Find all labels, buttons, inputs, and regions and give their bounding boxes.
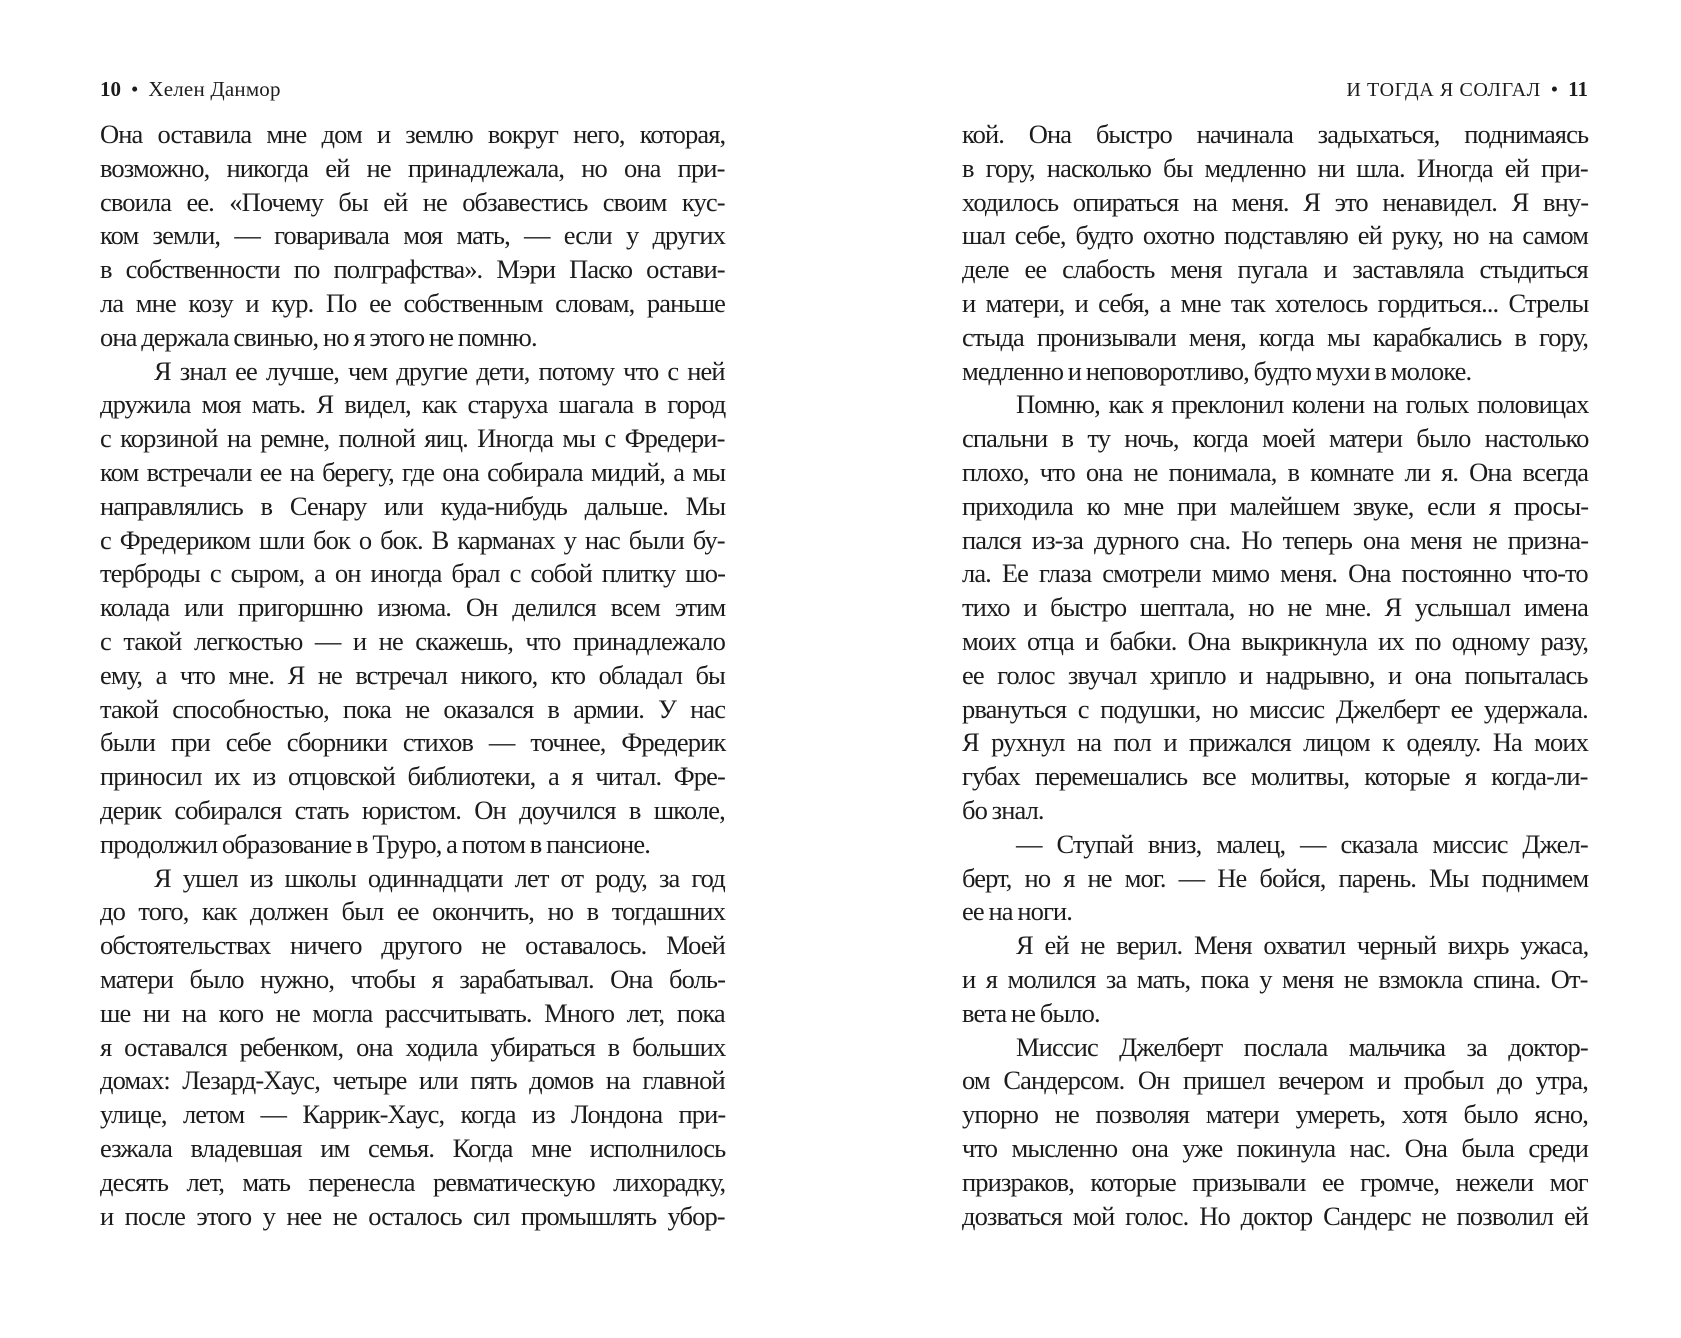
text-line	[962, 726, 1588, 760]
text-line	[100, 625, 725, 659]
text-line	[962, 118, 1588, 152]
line-text: бо знал.	[962, 794, 1044, 825]
text-line	[962, 253, 1588, 287]
line-text: ше ни на кого не могла рассчитывать. Много лет, пока	[100, 997, 725, 1028]
line-text: с корзиной на ремне, полной яиц. Иногда мы с Фредери-	[100, 423, 725, 454]
text-line	[962, 760, 1588, 794]
author-name: Хелен Данмор	[148, 77, 281, 101]
text-line	[100, 287, 725, 321]
line-text: — Ступай вниз, малец, — сказала миссис Джел-	[1016, 828, 1588, 859]
line-text: терброды с сыром, а он иногда брал с собой плитку шо-	[100, 558, 726, 589]
line-text: дозваться мой голос. Но доктор Сандерс не позволил ей	[962, 1200, 1589, 1231]
book-title: И ТОГДА Я СОЛГАЛ	[1346, 79, 1541, 101]
line-text: и матери, и себя, а мне так хотелось гордиться... Стрелы	[962, 287, 1589, 318]
text-line	[962, 490, 1588, 524]
text-line	[962, 1064, 1588, 1098]
paragraph-first-line	[100, 862, 725, 896]
line-text: Она оставила мне дом и землю вокруг него, которая,	[100, 119, 726, 149]
line-text: улице, летом — Каррик-Хаус, когда из Лондона при-	[100, 1099, 726, 1130]
paragraph-first-line	[962, 929, 1588, 963]
line-text: вета не было.	[962, 997, 1100, 1028]
line-text: домах: Лезард-Хаус, четыре или пять домов на главной	[100, 1065, 725, 1096]
line-text: шал себе, будто охотно подставляю ей руку, но на самом	[962, 220, 1589, 251]
line-text: и после этого у нее не осталось сил промышлять убор-	[100, 1200, 725, 1231]
line-text: ла. Ее глаза смотрели мимо меня. Она постоянно что-то	[962, 558, 1588, 589]
line-text: такой способностью, пока не оказался в армии. У нас	[100, 693, 726, 724]
paragraph-first-line	[100, 355, 725, 389]
line-text: матери было нужно, чтобы я зарабатывал. Она боль-	[100, 963, 726, 994]
paragraph-first-line	[962, 1031, 1588, 1065]
line-text: спальни в ту ночь, когда моей матери было настолько	[962, 423, 1589, 454]
text-line	[962, 1200, 1588, 1234]
page-number: 11	[1568, 77, 1588, 101]
text-line	[100, 253, 725, 287]
line-text: моих отца и бабки. Она выкрикнула их по одному разу,	[962, 625, 1589, 656]
line-text: плохо, что она не понимала, в комнате ли я. Она всегда	[962, 456, 1589, 487]
text-line	[962, 659, 1588, 693]
bullet-separator: •	[131, 77, 139, 101]
text-line	[100, 659, 725, 693]
line-text: были при себе сборники стихов — точнее, Фредерик	[100, 727, 726, 758]
text-line	[100, 929, 725, 963]
text-line	[100, 524, 725, 558]
text-line	[962, 219, 1588, 253]
bullet-separator: •	[1550, 77, 1559, 101]
text-line	[962, 321, 1588, 355]
text-line	[100, 760, 725, 794]
text-line	[100, 422, 725, 456]
line-text: возможно, никогда ей не принадлежала, но она при-	[100, 152, 725, 183]
text-line	[100, 895, 725, 929]
line-text: дерик собирался стать юристом. Он доучился в школе,	[100, 794, 725, 825]
line-text: деле ее слабость меня пугала и заставляла стыдиться	[962, 254, 1588, 285]
line-text: ему, а что мне. Я не встречал никого, кто обладал бы	[100, 659, 725, 690]
line-text: Миссис Джелберт послала мальчика за доктор-	[1016, 1031, 1588, 1062]
text-line	[962, 1166, 1588, 1200]
text-line	[962, 557, 1588, 591]
line-text: Я ей не верил. Меня охватил черный вихрь ужаса,	[1016, 930, 1589, 961]
text-line	[962, 1098, 1588, 1132]
text-line	[962, 186, 1588, 220]
text-line	[962, 355, 1588, 389]
text-line	[100, 490, 725, 524]
text-line	[100, 1166, 725, 1200]
line-text: рвануться с подушки, но миссис Джелберт ее удержала.	[962, 693, 1588, 724]
text-line	[962, 456, 1588, 490]
line-text: медленно и неповоротливо, будто мухи в молоке.	[962, 355, 1472, 386]
text-line	[100, 828, 725, 862]
text-column-right	[962, 118, 1588, 1233]
running-head-left	[100, 74, 281, 104]
text-line	[100, 557, 725, 591]
line-text: что мысленно она уже покинула нас. Она была среди	[962, 1132, 1588, 1163]
text-line	[100, 219, 725, 253]
line-text: стыда пронизывали меня, когда мы карабкались в гору,	[962, 321, 1589, 352]
line-text: Я знал ее лучше, чем другие дети, потому что с ней	[154, 355, 725, 386]
line-text: приходила ко мне при малейшем звуке, если я просы-	[962, 490, 1589, 521]
line-text: призраков, которые призывали ее громче, нежели мог	[962, 1166, 1588, 1197]
text-line	[962, 287, 1588, 321]
text-line	[962, 152, 1588, 186]
line-text: она держала свинью, но я этого не помню.	[100, 321, 537, 352]
line-text: десять лет, мать перенесла ревматическую лихорадку,	[100, 1166, 726, 1197]
running-head-right	[1346, 74, 1588, 104]
line-text: ее голос звучал хрипло и надрывно, и она попыталась	[962, 659, 1588, 690]
text-line	[100, 997, 725, 1031]
text-line	[962, 997, 1588, 1031]
text-line	[100, 118, 725, 152]
line-text: Помню, как я преклонил колени на голых половицах	[1016, 389, 1589, 420]
text-column-left	[100, 118, 725, 1233]
line-text: ее на ноги.	[962, 896, 1072, 927]
text-line	[962, 524, 1588, 558]
text-line	[100, 456, 725, 490]
line-text: я оставался ребенком, она ходила убираться в больших	[100, 1031, 726, 1062]
text-line	[100, 388, 725, 422]
line-text: берт, но я не мог. — Не бойся, парень. Мы поднимем	[962, 862, 1589, 893]
line-text: продолжил образование в Труро, а потом в пансионе.	[100, 828, 650, 859]
line-text: колада или пригоршню изюма. Он делился всем этим	[100, 592, 726, 623]
line-text: в гору, насколько бы медленно ни шла. Иногда ей при-	[962, 152, 1588, 183]
text-line	[100, 1098, 725, 1132]
text-line	[100, 693, 725, 727]
text-line	[100, 1200, 725, 1234]
text-line	[100, 1064, 725, 1098]
text-line	[962, 591, 1588, 625]
text-line	[100, 726, 725, 760]
line-text: приносил их из отцовской библиотеки, а я читал. Фре-	[100, 761, 725, 792]
page-number: 10	[100, 77, 121, 101]
text-line	[100, 186, 725, 220]
line-text: ком земли, — говаривала моя мать, — если у других	[100, 220, 725, 251]
text-line	[962, 862, 1588, 896]
text-line	[962, 794, 1588, 828]
left-page	[0, 0, 840, 1338]
line-text: тихо и быстро шептала, но не мне. Я услышал имена	[962, 592, 1588, 623]
line-text: кой. Она быстро начинала задыхаться, поднимаясь	[962, 119, 1589, 149]
line-text: Я рухнул на пол и прижался лицом к одеялу. На моих	[962, 727, 1589, 758]
line-text: с Фредериком шли бок о бок. В карманах у нас были бу-	[100, 524, 725, 555]
text-line	[100, 1031, 725, 1065]
text-line	[962, 1132, 1588, 1166]
line-text: с такой легкостью — и не скажешь, что принадлежало	[100, 625, 725, 656]
line-text: Я ушел из школы одиннадцати лет от роду, за год	[154, 862, 725, 893]
right-page	[840, 0, 1681, 1338]
line-text: до того, как должен был ее окончить, но в тогдашних	[100, 896, 725, 927]
line-text: обстоятельствах ничего другого не оставалось. Моей	[100, 930, 725, 961]
line-text: и я молился за мать, пока у меня не взмокла спина. От-	[962, 963, 1588, 994]
line-text: губах перемешались все молитвы, которые я когда-ли-	[962, 761, 1588, 792]
text-line	[962, 625, 1588, 659]
text-line	[100, 794, 725, 828]
text-line	[100, 963, 725, 997]
line-text: ходилось опираться на меня. Я это ненавидел. Я вну-	[962, 186, 1589, 217]
line-text: направлялись в Сенару или куда-нибудь дальше. Мы	[100, 490, 726, 521]
text-line	[962, 693, 1588, 727]
text-line	[100, 591, 725, 625]
text-line	[100, 321, 725, 355]
text-line	[100, 1132, 725, 1166]
line-text: дружила моя мать. Я видел, как старуха шагала в город	[100, 389, 726, 420]
line-text: ла мне козу и кур. По ее собственным словам, раньше	[100, 287, 725, 318]
line-text: в собственности по полграфства». Мэри Паско остави-	[100, 254, 725, 285]
text-line	[962, 963, 1588, 997]
line-text: упорно не позволяя матери умереть, хотя было ясно,	[962, 1099, 1588, 1130]
line-text: своила ее. «Почему бы ей не обзавестись своим кус-	[100, 186, 725, 217]
text-line	[100, 152, 725, 186]
paragraph-first-line	[962, 828, 1588, 862]
line-text: ком встречали ее на берегу, где она собирала мидий, а мы	[100, 456, 726, 487]
line-text: ом Сандерсом. Он пришел вечером и пробыл до утра,	[962, 1065, 1588, 1096]
text-line	[962, 422, 1588, 456]
line-text: езжала владевшая им семья. Когда мне исполнилось	[100, 1132, 726, 1163]
paragraph-first-line	[962, 388, 1588, 422]
line-text: пался из-за дурного сна. Но теперь она меня не призна-	[962, 524, 1589, 555]
text-line	[962, 895, 1588, 929]
